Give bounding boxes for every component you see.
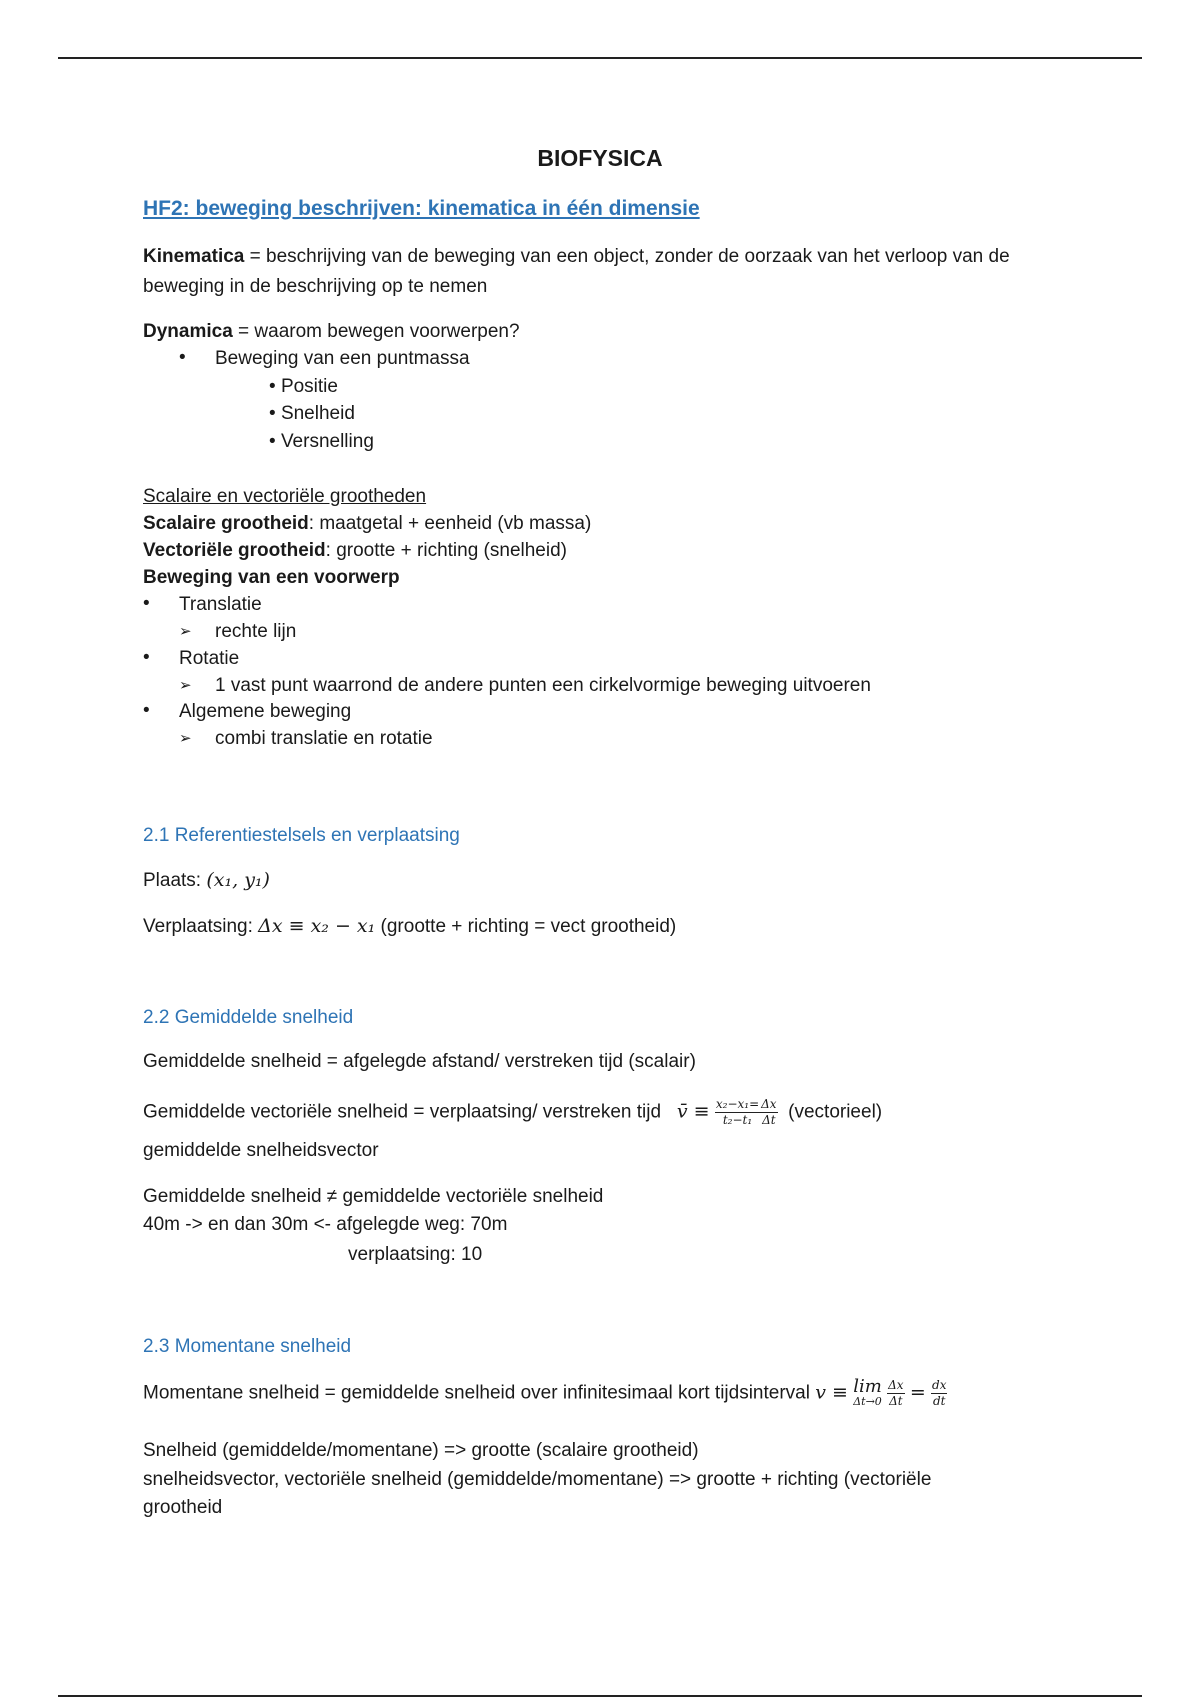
beweging-heading: Beweging van een voorwerp bbox=[143, 567, 400, 588]
sec22-line-2: Gemiddelde vectoriële snelheid = verplaatsing/ verstreken tijd v̄ ≡ $\frac{\text{x₂−x₁=}}{\text{t₂−t₁}}$ $\frac{\Delta x}{\Delta t}$ (vectorieel) bbox=[143, 1097, 883, 1127]
footer-rule bbox=[58, 1695, 1142, 1697]
derivative-fraction: $\frac{dx}{dt}$ bbox=[932, 1378, 947, 1408]
list-subitem: rechte lijn bbox=[215, 621, 297, 642]
section-heading-2-1: 2.1 Referentiestelsels en verplaatsing bbox=[143, 825, 460, 846]
list-item: Beweging van een puntmassa bbox=[215, 348, 470, 369]
arrow-bullet-icon: ➢ bbox=[179, 730, 192, 747]
section-heading-2-3: 2.3 Momentane snelheid bbox=[143, 1336, 352, 1357]
plaats-line: Plaats: (x₁, y₁) bbox=[143, 869, 270, 891]
verplaatsing-line: Verplaatsing: Δx ≡ x₂ − x₁ (grootte + richting = vect grootheid) bbox=[143, 915, 677, 937]
sec22-line-6: verplaatsing: 10 bbox=[348, 1244, 483, 1265]
list-item: Rotatie bbox=[179, 648, 240, 669]
kinematica-term: Kinematica bbox=[143, 246, 245, 267]
sec22-line-3: gemiddelde snelheidsvector bbox=[143, 1140, 379, 1161]
list-item: • Positie bbox=[269, 376, 338, 397]
sec23-line-3: snelheidsvector, vectoriële snelheid (gemiddelde/momentane) => grootte + richting (vectoriële bbox=[143, 1469, 932, 1490]
list-item: Algemene beweging bbox=[179, 701, 352, 722]
sec23-line-4: grootheid bbox=[143, 1497, 223, 1518]
dynamica-line bbox=[143, 318, 520, 345]
list-item: Translatie bbox=[179, 594, 262, 615]
dynamica-term: Dynamica bbox=[143, 321, 233, 342]
verplaatsing-formula: Δx ≡ x₂ − x₁ bbox=[258, 915, 376, 937]
list-item: • Snelheid bbox=[269, 403, 355, 424]
chapter-heading: HF2: beweging beschrijven: kinematica in één dimensie bbox=[143, 197, 700, 220]
dynamica-definition: = waarom bewegen voorwerpen? bbox=[232, 321, 520, 342]
bullet-icon: • bbox=[179, 347, 186, 368]
velocity-fraction-2: $\frac{\Delta x}{\Delta t}$ bbox=[761, 1097, 777, 1127]
list-subitem: combi translatie en rotatie bbox=[215, 728, 433, 749]
sec22-line-5: 40m -> en dan 30m <- afgelegde weg: 70m bbox=[143, 1214, 508, 1235]
velocity-symbol: v ≡ bbox=[815, 1381, 848, 1404]
page-title: BIOFYSICA bbox=[537, 145, 663, 171]
bullet-icon: • bbox=[143, 593, 150, 614]
header-rule bbox=[58, 57, 1142, 59]
sec23-line-2: Snelheid (gemiddelde/momentane) => grootte (scalaire grootheid) bbox=[143, 1440, 699, 1461]
sec22-line-1: Gemiddelde snelheid = afgelegde afstand/ verstreken tijd (scalair) bbox=[143, 1051, 696, 1072]
delta-fraction: $\frac{\Delta x}{\Delta t}$ bbox=[888, 1378, 904, 1408]
arrow-bullet-icon: ➢ bbox=[179, 623, 192, 640]
plaats-formula: (x₁, y₁) bbox=[206, 869, 270, 891]
grootheden-heading: Scalaire en vectoriële grootheden bbox=[143, 486, 427, 507]
list-item: • Versnelling bbox=[269, 431, 374, 452]
sec23-line-1: Momentane snelheid = gemiddelde snelheid over infinitesimaal kort tijdsinterval v ≡ lim Δt→0 $\frac{\Delta x}{\Delta t}$ = $\frac{dx}{dt}$ bbox=[143, 1375, 947, 1408]
velocity-fraction-1: $\frac{\text{x₂−x₁=}}{\text{t₂−t₁}}$ bbox=[715, 1097, 760, 1127]
list-subitem: 1 vast punt waarrond de andere punten een cirkelvormige beweging uitvoeren bbox=[215, 675, 871, 696]
kinematica-line-1 bbox=[143, 243, 1010, 270]
arrow-bullet-icon: ➢ bbox=[179, 677, 192, 694]
scalair-line: Scalaire grootheid: maatgetal + eenheid (vb massa) bbox=[143, 513, 592, 534]
mean-velocity-symbol: v̄ ≡ bbox=[676, 1100, 710, 1123]
bullet-icon: • bbox=[143, 647, 150, 668]
section-heading-2-2: 2.2 Gemiddelde snelheid bbox=[143, 1007, 354, 1028]
bullet-icon: • bbox=[143, 700, 150, 721]
kinematica-line-2: beweging in de beschrijving op te nemen bbox=[143, 276, 488, 297]
vector-line: Vectoriële grootheid: grootte + richting (snelheid) bbox=[143, 540, 567, 561]
kinematica-definition: = beschrijving van de beweging van een object, zonder de oorzaak van het verloop van de bbox=[244, 246, 1010, 267]
sec22-line-4: Gemiddelde snelheid ≠ gemiddelde vectoriële snelheid bbox=[143, 1186, 604, 1207]
limit-expression: lim Δt→0 bbox=[853, 1375, 882, 1408]
